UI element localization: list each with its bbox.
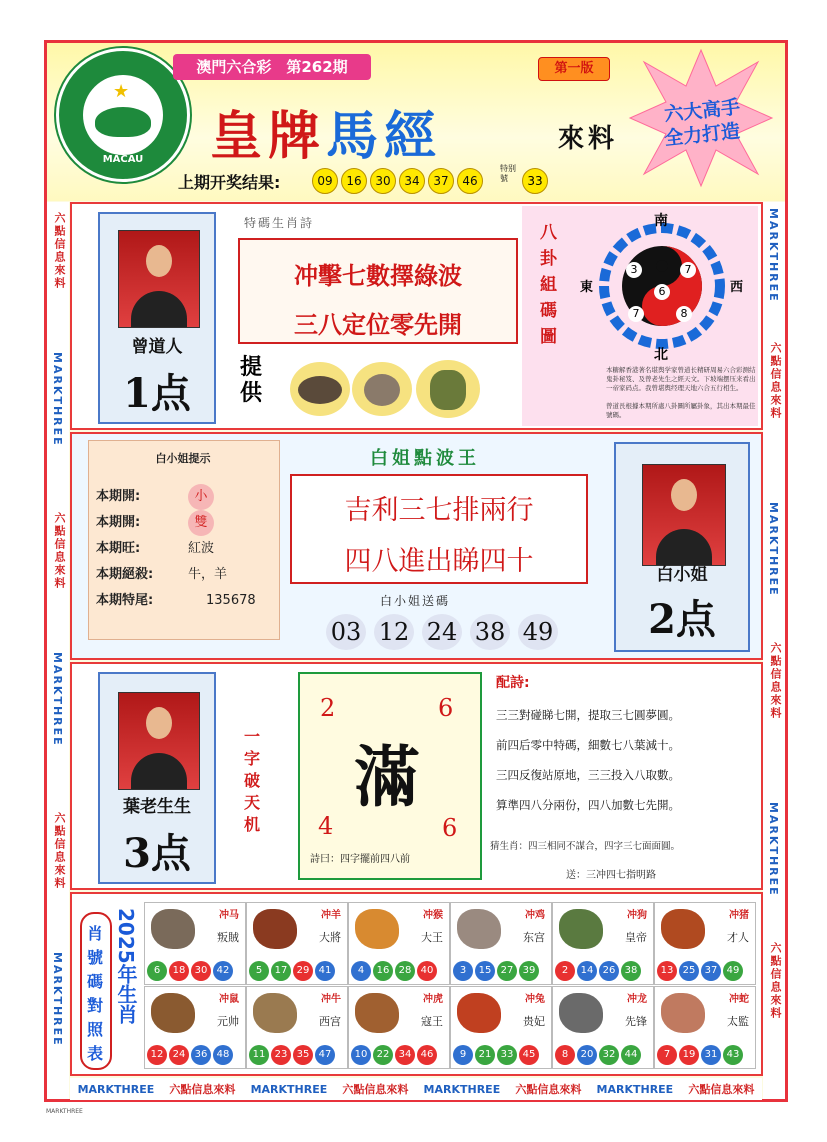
- poem-box: [290, 474, 588, 584]
- number-ball: 32: [599, 1045, 619, 1065]
- number-ball: 38: [621, 961, 641, 981]
- animal-icon: [253, 993, 297, 1033]
- animal-icon: [559, 993, 603, 1033]
- number-ball: 42: [213, 961, 233, 981]
- zodiac-tag: 冲蛇: [729, 994, 749, 1005]
- number-ball: 7: [657, 1045, 677, 1065]
- bagua-number: 6: [654, 284, 670, 300]
- bagua-number: 7: [628, 306, 644, 322]
- side-text: MARKTHREE: [51, 652, 64, 747]
- poem-line: 前四后零中特碼，細數七八葉減十。: [496, 738, 680, 752]
- table-title: [80, 912, 112, 1070]
- source-label: 來料: [558, 124, 619, 154]
- number-ball: 36: [191, 1045, 211, 1065]
- number-ball: 23: [271, 1045, 291, 1065]
- poem-box: [238, 238, 518, 344]
- bagua-number: 8: [676, 306, 692, 322]
- side-text: MARKTHREE: [767, 208, 780, 303]
- strip-text: MARKTHREE: [596, 1082, 674, 1096]
- number-ball: 8: [555, 1045, 575, 1065]
- number-ball: 9: [453, 1045, 473, 1065]
- zodiac-numbers: [351, 961, 437, 981]
- tip-value: 紅波: [188, 541, 215, 556]
- zodiac-cell: [552, 902, 654, 985]
- title-part2: 馬經: [326, 106, 443, 167]
- poem-title: 配詩:: [496, 675, 530, 691]
- number-ball: 45: [519, 1045, 539, 1065]
- zodiac-numbers: [657, 1045, 743, 1065]
- number-ball: 22: [373, 1045, 393, 1065]
- number-ball: 49: [723, 961, 743, 981]
- dragon-icon: [416, 360, 480, 418]
- bai-number: 49: [518, 614, 558, 650]
- number-ball: 5: [249, 961, 269, 981]
- zodiac-cell: [654, 986, 756, 1069]
- zodiac-name: 太監: [727, 1015, 749, 1028]
- special-label: 特别號: [500, 164, 516, 183]
- result-ball: 16: [341, 168, 367, 194]
- send-text: 送：三冲四七指明路: [566, 870, 656, 881]
- tip-row: [96, 510, 276, 536]
- side-text: 六點信息來料: [769, 642, 782, 720]
- zodiac-name: 先锋: [625, 1015, 647, 1028]
- number-ball: 35: [293, 1045, 313, 1065]
- provide-label: 提供: [240, 354, 263, 406]
- bai-number: 03: [326, 614, 366, 650]
- persona-card-2: [614, 442, 750, 652]
- direction-north: 北: [654, 347, 668, 363]
- animal-icon: [253, 909, 297, 949]
- number-ball: 2: [555, 961, 575, 981]
- bagua-title: 八卦組碼圖: [540, 223, 557, 347]
- riddle-number: 6: [438, 694, 454, 722]
- ye-poem: [496, 700, 760, 820]
- rabbit-icon: [352, 362, 412, 416]
- side-text: 六點信息來料: [769, 942, 782, 1020]
- zodiac-tag: 冲羊: [321, 910, 341, 921]
- direction-east: 東: [580, 280, 594, 295]
- zodiac-tag: 冲龙: [627, 994, 647, 1005]
- strip-text: 六點信息來料: [688, 1083, 755, 1096]
- avatar: [642, 464, 726, 566]
- number-ball: 12: [147, 1045, 167, 1065]
- zodiac-grid: [144, 902, 756, 1070]
- person-name: 葉老生生: [123, 797, 191, 817]
- zodiac-name: 寇王: [421, 1015, 443, 1028]
- number-ball: 26: [599, 961, 619, 981]
- numbers-label: 白小姐送碼: [380, 594, 451, 608]
- number-ball: 31: [701, 1045, 721, 1065]
- number-ball: 47: [315, 1045, 335, 1065]
- side-text: 六點信息來料: [53, 212, 66, 290]
- animal-icon: [457, 909, 501, 949]
- bai-number: 38: [470, 614, 510, 650]
- tip-value: 135678: [206, 593, 256, 608]
- zodiac-cell: [654, 902, 756, 985]
- zodiac-tag: 冲牛: [321, 994, 341, 1005]
- zodiac-tag: 冲鼠: [219, 994, 239, 1005]
- number-ball: 20: [577, 1045, 597, 1065]
- tip-row: [96, 484, 276, 510]
- tip-label: 本期開:: [96, 515, 141, 530]
- result-ball: 34: [399, 168, 425, 194]
- emblem-text: MACAU: [102, 154, 144, 165]
- side-title: 一字破天机: [244, 727, 261, 834]
- table-title-text: 肖號碼對照表: [87, 924, 104, 1063]
- zodiac-name: 贵妃: [523, 1015, 545, 1028]
- side-text: 六點信息來料: [53, 512, 66, 590]
- number-ball: 16: [373, 961, 393, 981]
- strip-text: MARKTHREE: [77, 1082, 155, 1096]
- number-ball: 40: [417, 961, 437, 981]
- main-title: [210, 94, 442, 169]
- zodiac-name: 才人: [727, 931, 749, 944]
- zodiac-numbers: [147, 961, 233, 981]
- poem-line: 冲擊七數擇綠波: [294, 261, 462, 290]
- number-ball: 18: [169, 961, 189, 981]
- zodiac-numbers: [453, 961, 539, 981]
- bagua-note: 曾道長根據本期所處八卦圖所屬卦象，其出本期最佳號碼。: [606, 402, 756, 419]
- zodiac-tag: 冲兔: [525, 994, 545, 1005]
- side-text: 六點信息來料: [53, 812, 66, 890]
- poem-line: 算準四八分兩份，四八加數七先開。: [496, 798, 680, 812]
- number-ball: 10: [351, 1045, 371, 1065]
- zodiac-tag: 冲虎: [423, 994, 443, 1005]
- animal-icon: [457, 993, 501, 1033]
- edition-badge: 第一版: [538, 57, 610, 81]
- zodiac-tag: 冲猪: [729, 910, 749, 921]
- side-text: MARKTHREE: [51, 952, 64, 1047]
- zodiac-numbers: [249, 961, 335, 981]
- panel-heading: 特碼生肖詩: [244, 216, 315, 230]
- side-text: 六點信息來料: [769, 342, 782, 420]
- number-ball: 6: [147, 961, 167, 981]
- zodiac-numbers: [555, 1045, 641, 1065]
- riddle-char: 滿: [354, 738, 420, 816]
- avatar: [118, 692, 200, 790]
- number-ball: 43: [723, 1045, 743, 1065]
- poem-line: 三八定位零先開: [294, 310, 462, 339]
- bai-number: 24: [422, 614, 462, 650]
- number-ball: 14: [577, 961, 597, 981]
- poem-line: 吉利三七排兩行: [344, 495, 534, 526]
- zodiac-cell: [246, 902, 348, 985]
- number-ball: 4: [351, 961, 371, 981]
- issue-banner: 澳門六合彩 第262期: [173, 54, 371, 80]
- number-ball: 15: [475, 961, 495, 981]
- side-text: MARKTHREE: [767, 802, 780, 897]
- tip-label: 本期絕殺:: [96, 567, 154, 582]
- zodiac-numbers: [657, 961, 743, 981]
- strip-text: MARKTHREE: [423, 1082, 501, 1096]
- result-ball: 37: [428, 168, 454, 194]
- zodiac-name: 皇帝: [625, 931, 647, 944]
- animal-icon: [355, 993, 399, 1033]
- title-part1: 皇牌: [210, 106, 327, 167]
- tip-value: 小: [188, 484, 214, 510]
- tip-row: [96, 588, 276, 614]
- number-ball: 11: [249, 1045, 269, 1065]
- riddle-number: 2: [320, 694, 336, 722]
- zodiac-name: 东宫: [523, 931, 545, 944]
- number-ball: 27: [497, 961, 517, 981]
- zodiac-name: 大王: [421, 931, 443, 944]
- score: 1点: [123, 370, 191, 417]
- tip-label: 本期旺:: [96, 541, 141, 556]
- bagua-number: 7: [680, 262, 696, 278]
- slogan-line1: 六大高手: [663, 96, 742, 126]
- side-text: MARKTHREE: [51, 352, 64, 447]
- animal-icon: [559, 909, 603, 949]
- zodiac-name: 元帅: [217, 1015, 239, 1028]
- animal-icon: [151, 993, 195, 1033]
- number-ball: 39: [519, 961, 539, 981]
- last-result-balls: [312, 168, 486, 194]
- strip-text: 六點信息來料: [342, 1083, 409, 1096]
- direction-west: 西: [730, 280, 744, 295]
- zodiac-numbers: [147, 1045, 233, 1065]
- score: 3点: [123, 830, 191, 877]
- number-ball: 41: [315, 961, 335, 981]
- poem-line: 四八進出睇四十: [344, 546, 534, 577]
- person-name: 白小姐: [656, 565, 708, 585]
- tip-value: 雙: [188, 510, 214, 536]
- tip-label: 本期特尾:: [96, 593, 154, 608]
- zodiac-cell: [450, 902, 552, 985]
- tips-title: 白小姐提示: [155, 452, 211, 465]
- zodiac-numbers: [249, 1045, 335, 1065]
- left-side-strip: [47, 202, 69, 1099]
- footer-small: MARKTHREE: [46, 1108, 83, 1115]
- number-ball: 34: [395, 1045, 415, 1065]
- zodiac-name: 西宫: [319, 1015, 341, 1028]
- side-text: MARKTHREE: [767, 502, 780, 597]
- lotus-icon: [95, 107, 151, 137]
- persona-card-3: [98, 672, 216, 884]
- bagua-note: 本糖解香港著名堪舆学家曾道长精研周易六合彩测结鬼卦秘笈、及曾老先生之經天文。下坡端摆压来看出一帝家码点。我曾堪舆经理天地六合五行相生。: [606, 366, 756, 392]
- zodiac-tag: 冲狗: [627, 910, 647, 921]
- number-ball: 44: [621, 1045, 641, 1065]
- number-ball: 21: [475, 1045, 495, 1065]
- zodiac-cell: [144, 986, 246, 1069]
- riddle-text: 猜生肖：四三相同不謀合，四字三七面面圓。: [490, 841, 681, 852]
- strip-text: 六點信息來料: [169, 1083, 236, 1096]
- poem-line: 三三對碰睇七開，提取三七圓夢圓。: [496, 708, 680, 722]
- number-ball: 3: [453, 961, 473, 981]
- zodiac-cell: [348, 902, 450, 985]
- number-ball: 37: [701, 961, 721, 981]
- number-ball: 28: [395, 961, 415, 981]
- riddle-note: 詩曰：四字擺前四八前: [310, 854, 410, 865]
- zodiac-cell: [246, 986, 348, 1069]
- star-icon: ★: [113, 81, 130, 102]
- avatar: [118, 230, 200, 328]
- rat-icon: [290, 362, 350, 416]
- zodiac-cell: [348, 986, 450, 1069]
- zodiac-tag: 冲鸡: [525, 910, 545, 921]
- year-title: 2025年生肖: [114, 908, 138, 1024]
- slogan-line2: 全力打造: [663, 120, 742, 150]
- zodiac-cell: [552, 986, 654, 1069]
- tip-value: 牛，羊: [188, 567, 228, 582]
- number-ball: 33: [497, 1045, 517, 1065]
- tips-list: [96, 484, 276, 614]
- zodiac-name: 叛賊: [217, 931, 239, 944]
- number-ball: 48: [213, 1045, 233, 1065]
- persona-card-1: [98, 212, 216, 424]
- result-ball: 30: [370, 168, 396, 194]
- result-ball: 46: [457, 168, 483, 194]
- direction-south: 南: [654, 213, 668, 229]
- zodiac-cell: [450, 986, 552, 1069]
- bagua-number: 3: [626, 262, 642, 278]
- riddle-number: 4: [318, 812, 334, 840]
- score: 2点: [648, 596, 716, 643]
- person-name: 曾道人: [131, 337, 183, 357]
- zodiac-numbers: [351, 1045, 437, 1065]
- zodiac-tag: 冲猴: [423, 910, 443, 921]
- zodiac-numbers: [453, 1045, 539, 1065]
- macau-emblem: [56, 48, 190, 182]
- strip-text: 六點信息來料: [515, 1083, 582, 1096]
- number-ball: 17: [271, 961, 291, 981]
- number-ball: 30: [191, 961, 211, 981]
- animal-icon: [151, 909, 195, 949]
- result-ball: 09: [312, 168, 338, 194]
- number-ball: 29: [293, 961, 313, 981]
- animal-icon: [661, 993, 705, 1033]
- right-side-strip: [763, 202, 785, 1099]
- zodiac-tag: 冲马: [219, 910, 239, 921]
- bai-number: 12: [374, 614, 414, 650]
- panel-heading: 白姐點波王: [370, 448, 480, 469]
- number-ball: 25: [679, 961, 699, 981]
- number-ball: 46: [417, 1045, 437, 1065]
- tip-row: [96, 562, 276, 588]
- tip-row: [96, 536, 276, 562]
- riddle-number: 6: [442, 814, 458, 842]
- animal-icon: [355, 909, 399, 949]
- number-ball: 19: [679, 1045, 699, 1065]
- poem-line: 三四反復站原地，三三投入八取數。: [496, 768, 680, 782]
- bottom-strip: [70, 1078, 762, 1100]
- bai-numbers: [326, 614, 558, 650]
- zodiac-cell: [144, 902, 246, 985]
- zodiac-numbers: [555, 961, 641, 981]
- special-number: 33: [522, 168, 548, 194]
- number-ball: 24: [169, 1045, 189, 1065]
- last-result-label: 上期开奖结果:: [178, 173, 281, 192]
- number-ball: 13: [657, 961, 677, 981]
- zodiac-name: 大將: [319, 931, 341, 944]
- animal-icon: [661, 909, 705, 949]
- strip-text: MARKTHREE: [250, 1082, 328, 1096]
- tip-label: 本期開:: [96, 489, 141, 504]
